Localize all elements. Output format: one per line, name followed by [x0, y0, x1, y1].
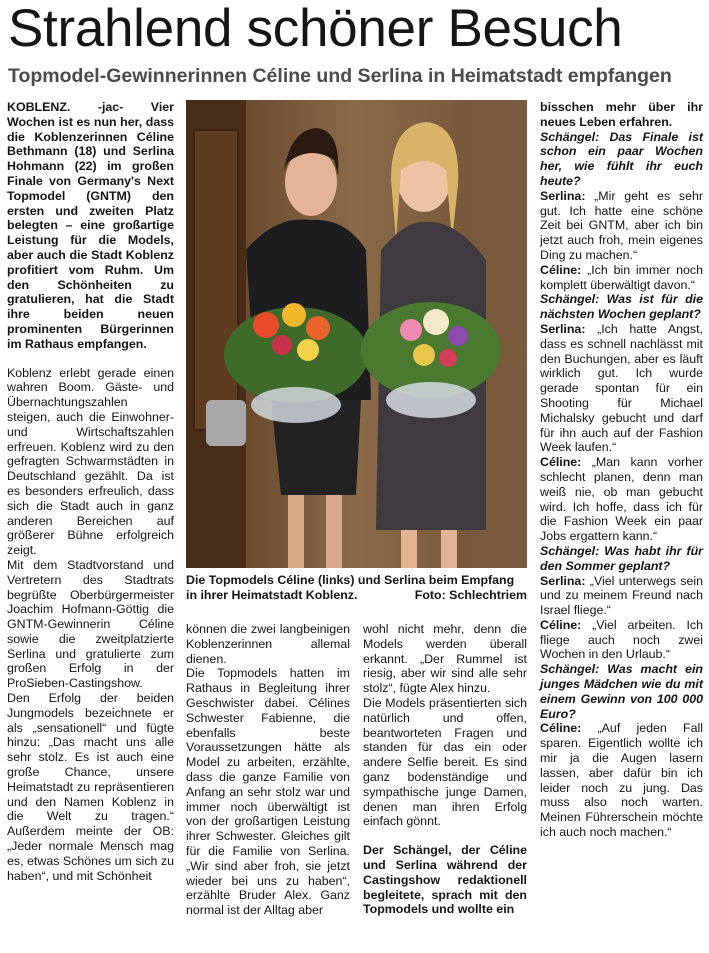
interview-speaker: Céline:	[540, 617, 582, 632]
article-photo	[186, 100, 527, 568]
lead-paragraph	[7, 100, 174, 352]
body-paragraph: wohl nicht mehr, denn die Models werden überall erkannt. „Der Rummel ist riesig, aber wir sind alle sehr stolz“, fügte Alex hinzu.	[363, 622, 527, 696]
article-column-2	[186, 622, 350, 918]
body-paragraph: Mit dem Stadtvorstand und Vertretern des Stadtrats begrüßte Oberbürgermeister Joachim Hofmann-Göttig die GNTM-Gewinnerin Céline sowie die zweitplatzierte Serlina und gratulierte zum großen Erfolg in der ProSieben-Castingshow.	[7, 557, 174, 691]
body-paragraph: Die Topmodels hatten im Rathaus in Begleitung ihrer Geschwister dabei. Célines Schwester Fabienne, die ebenfalls beste Voraussetzungen hätte als Model zu arbeiten, erzählte, dass die ganze Familie von Anfang an sehr stolz war und immer noch überwältigt ist von der großartigen Leistung ihrer Schwester. Gleiches gilt für die Familie von Serlina. „Wir sind aber froh, sie jetzt wieder bei uns zu haben“, erzählte Bruder Alex. Ganz normal ist der Alltag aber	[186, 666, 350, 918]
caption-line-2: in ihrer Heimatstadt Koblenz.	[186, 588, 358, 602]
interview-block	[540, 130, 703, 840]
interview-answer	[540, 322, 703, 455]
interview-answer-text: „Man kann vorher schlecht planen, denn man weiß nie, ob man gebucht wird. Ich hoffe, dass ich für die Fashion Week ein paar Jobs ergattern kann.“	[540, 455, 703, 544]
interview-answer-text: „Auf jeden Fall sparen. Eigentlich wollte ich mir ja die Augen lasern lassen, aber dafür bin ich leider noch zu jung. Das muss also noch warten. Meinen Führerschein möchte ich auch noch machen.“	[540, 721, 703, 840]
interview-speaker: Serlina:	[540, 188, 586, 203]
dateline: KOBLENZ.	[7, 100, 71, 114]
interview-question: Schängel: Was macht ein junges Mädchen wie du mit einem Gewinn von 100 000 Euro?	[540, 662, 703, 721]
interview-answer	[540, 455, 703, 544]
interview-answer-text: „Viel unterwegs sein und zu meinem Freund nach Israel fliege.“	[540, 573, 703, 618]
interview-intro-bold: Der Schängel, der Céline und Serlina während der Castingshow redaktionell begleitete, sprach mit den Topmodels und wollte ein	[363, 843, 527, 917]
interview-question: Schängel: Was habt ihr für den Sommer geplant?	[540, 543, 703, 573]
photo-credit: Foto: Schlechtriem	[414, 588, 527, 602]
article-column-4	[540, 100, 703, 840]
interview-speaker: Céline:	[540, 455, 582, 470]
interview-answer-text: „Ich bin immer noch komplett überwältigt davon.“	[540, 262, 703, 292]
subheadline: Topmodel-Gewinnerinnen Céline und Serlina in Heimatstadt empfangen	[8, 65, 672, 87]
article-column-1	[7, 100, 174, 883]
interview-speaker: Céline:	[540, 721, 582, 736]
body-paragraph: Koblenz erlebt gerade einen wahren Boom. Gäste- und Übernachtungszahlen steigen, auch die Einwohner- und Wirtschaftszahlen erfreuen. Koblenz wird zu den gefragten Schwarmstädten in Deutschland gezählt. Da ist es besonders erfreulich, dass sich die Stadt auch in ganz anderen Bereichen auf größerer Bühne erfolgreich zeigt.	[7, 365, 174, 558]
interview-speaker: Serlina:	[540, 321, 586, 336]
caption-line-1: Die Topmodels Céline (links) und Serlina beim Empfang	[186, 573, 515, 587]
headline: Strahlend schöner Besuch	[8, 0, 623, 58]
photo-caption	[186, 573, 527, 603]
interview-answer	[540, 618, 703, 662]
interview-question: Schängel: Was ist für die nächsten Wochen geplant?	[540, 292, 703, 322]
article-column-3	[363, 622, 527, 917]
interview-answer	[540, 189, 703, 263]
interview-speaker: Serlina:	[540, 573, 586, 588]
interview-speaker: Céline:	[540, 262, 582, 277]
body-paragraph: Die Models präsentierten sich natürlich und offen, beantworteten Fragen und standen für das ein oder andere Selfie bereit. Es sind ganz bodenständige und sympathische junge Damen, denen man ihren Erfolg einfach gönnt.	[363, 695, 527, 829]
interview-answer	[540, 263, 703, 293]
lead-text: -jac- Vier Wochen ist es nun her, dass die Koblenzerinnen Céline Bethmann (18) und Serlina Hohmann (22) im großen Finale von Germany's Next Topmodel (GNTM) den ersten und zweiten Platz belegten – eine großartige Leistung für die Models, aber auch die Stadt Koblenz profitiert vom Ruhm. Um den Schönheiten zu gratulieren, hat die Stadt ihre beiden neuen prominenten Bürgerinnen im Rathaus empfangen.	[7, 100, 174, 351]
body-paragraph: Den Erfolg der beiden Jungmodels bezeichnete er als „sensationell“ und fügte hinzu: „Das macht uns alle sehr stolz. Es ist auch eine große Chance, unsere Heimatstadt zu repräsentieren und den Namen Koblenz in die Welt zu tragen.“ Außerdem meinte der OB: „Jeder normale Mensch mag es, etwas Schönes um sich zu haben“, und mit Schönheit	[7, 691, 174, 883]
interview-intro-continued: bisschen mehr über ihr neues Leben erfahren.	[540, 100, 703, 129]
photo-two-models-with-bouquets	[186, 100, 527, 568]
interview-answer	[540, 721, 703, 839]
body-paragraph: können die zwei langbeinigen Koblenzerinnen allemal dienen.	[186, 622, 350, 666]
interview-answer-text: „Mir geht es sehr gut. Ich hatte eine schöne Zeit bei GNTM, aber ich bin jetzt auch froh, mein eigenes Ding zu machen.“	[540, 188, 703, 262]
interview-answer-text: „Ich hatte Angst, dass es schnell nachlässt mit den Buchungen, aber es läuft wirklich gut. Ich wurde gerade spontan für ein Shooting für Michael Michalsky gebucht und darf für ihn auch auf der Fashion Week laufen.“	[540, 321, 703, 455]
interview-question: Schängel: Das Finale ist schon ein paar Wochen her, wie fühlt ihr euch heute?	[540, 129, 703, 188]
interview-answer	[540, 574, 703, 618]
interview-answer-text: „Viel arbeiten. Ich fliege auch noch zwei Wochen in den Urlaub.“	[540, 617, 703, 662]
